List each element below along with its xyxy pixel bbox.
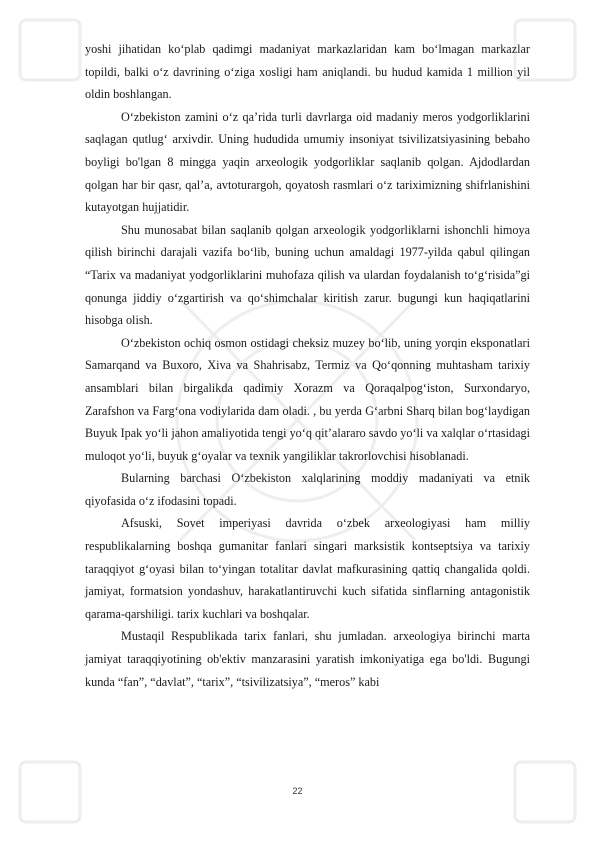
paragraph-open-air-museum: O‘zbekiston ochiq osmon ostidagi cheksiz muzey bo‘lib, uning yorqin eksponatlari Samarqand va Buxoro, Xiva va Shahrisabz, Termiz va Qo‘qonning muhtasham tarixiy ansamblari bilan birgalikda qadimiy Xorazm va Qoraqalpog‘iston, Surxondaryo, Zarafshon va Farg‘ona vodiylarida dam oladi. , bu yerda G‘arbni Sharq bilan bog‘laydigan Buyuk Ipak yo‘li jahon amaliyotida tengi yo‘q qit’alararo savdo yo‘li va xalqlar o‘rtasidagi muloqot yo‘li, buyuk g‘oyalar va texnik yangiliklar takrorlovchisi hisoblanadi. xyxy=(85,335,530,463)
paragraph-material-culture: Bularning barchasi O‘zbekiston xalqlarining moddiy madaniyati va etnik qiyofasida o‘z ifodasini topadi. xyxy=(85,471,530,508)
paragraph-soviet-period: Afsuski, Sovet imperiyasi davrida o‘zbek arxeologiyasi ham milliy respublikalarning boshqa gumanitar fanlari singari marksistik kontseptsiya va tarixiy taraqqiyot g‘oyasi bilan to‘yingan totalitar davlat mafkurasining qattiq changalida qoldi. jamiyat, formatsion yondashuv, harakatlantiruvchi kuch sifatida sinflarning antagonistik qarama-qarshiligi. tarix kuchlari va boshqalar. xyxy=(85,516,530,621)
paragraph-continuation: yoshi jihatidan ko‘plab qadimgi madaniyat markazlaridan kam bo‘lmagan markazlar topildi, balki o‘z davrining o‘ziga xosligi ham aniqlandi. bu hudud kamida 1 million yil oldin boshlangan. xyxy=(85,42,530,102)
document-body xyxy=(85,38,530,693)
page-number: 22 xyxy=(292,786,303,796)
paragraph-independence: Mustaqil Respublikada tarix fanlari, shu jumladan. arxeologiya birinchi marta jamiyat taraqqiyotining ob'ektiv manzarasini yaratish imkoniyatiga ega bo'ldi. Bugungi kunda “fan”, “davlat”, “tarix”, “tsivilizatsiya”, “meros” kabi xyxy=(85,629,530,689)
paragraph-heritage-archive: O‘zbekiston zamini o‘z qa’rida turli davrlarga oid madaniy meros yodgorliklarini saqlagan qutlug‘ arxivdir. Uning hududida umumiy insoniyat tsivilizatsiyasining bebaho boyligi bo'lgan 8 mingga yaqin arxeologik yodgorliklar saqlanib qolgan. Ajdodlardan qolgan har bir qasr, qal’a, avtoturargoh, qoyatosh rasmlari o‘z tariximizning shifrlanishini kutayotgan hujjatidir. xyxy=(85,109,530,215)
paragraph-protection-law: Shu munosabat bilan saqlanib qolgan arxeologik yodgorliklarni ishonchli himoya qilish birinchi darajali vazifa bo‘lib, buning uchun amaldagi 1977-yilda qabul qilingan “Tarix va madaniyat yodgorliklarini muhofaza qilish va ulardan foydalanish to‘g‘risida”gi qonunga jiddiy o‘zgartirish va qo‘shimchalar kiritish zarur. bugungi kun haqiqatlarini hisobga olish. xyxy=(85,222,530,328)
